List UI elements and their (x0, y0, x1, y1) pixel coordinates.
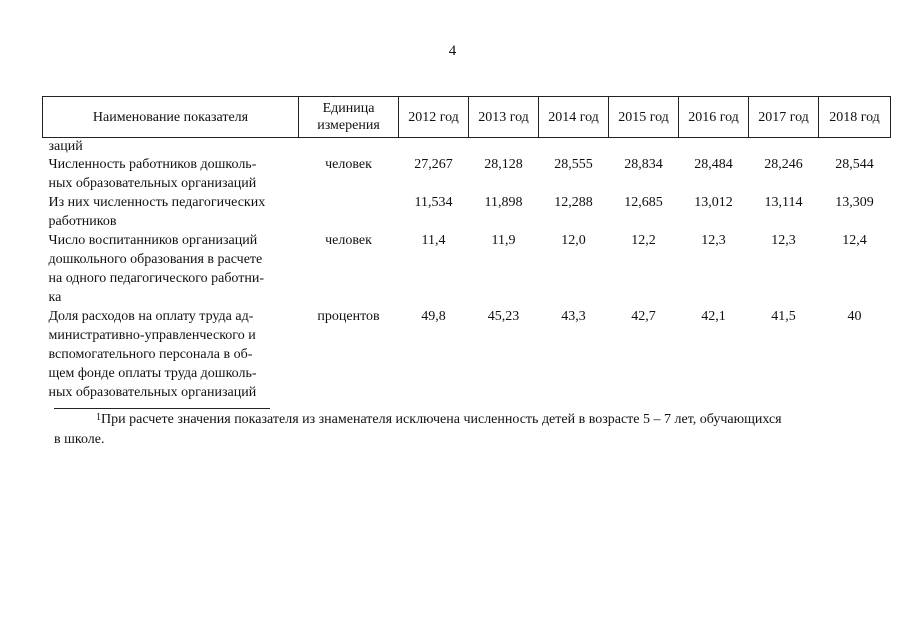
row-value: 42,1 (701, 309, 726, 324)
row-name-line: ка (48, 290, 62, 305)
footnote-line1 (54, 410, 874, 430)
row-value: 42,7 (631, 309, 656, 324)
row-value: 43,3 (561, 309, 586, 324)
row-value: 12,0 (561, 233, 586, 248)
row-value: 13,012 (694, 195, 733, 210)
row-name-line: Доля расходов на оплату труда ад- (48, 309, 254, 324)
table-row (43, 193, 891, 231)
row-value: 12,2 (631, 233, 656, 248)
row-value: 11,9 (491, 233, 516, 248)
row-value: 28,544 (835, 157, 874, 172)
table-row (43, 155, 891, 193)
row-name-line: Из них численность педагогических (48, 195, 266, 210)
row-name (43, 231, 299, 307)
header-year-2012: 2012 год (399, 97, 469, 138)
table-row (43, 231, 891, 307)
header-indicator-name: Наименование показателя (43, 97, 299, 138)
row-name-line: ных образовательных организаций (48, 385, 257, 400)
footnote-line2: в школе. (54, 432, 105, 447)
header-year-2018: 2018 год (819, 97, 891, 138)
row-name (43, 307, 299, 402)
row-unit: процентов (317, 309, 380, 324)
row-value: 12,3 (701, 233, 726, 248)
row-value: 11,534 (414, 195, 453, 210)
row-value: 12,3 (771, 233, 796, 248)
row-value: 11,898 (484, 195, 523, 210)
row-value: 12,288 (554, 195, 593, 210)
header-year-2016: 2016 год (679, 97, 749, 138)
row-name-line: ных образовательных организаций (48, 176, 257, 191)
row-value: 12,4 (842, 233, 867, 248)
page-number: 4 (448, 43, 457, 59)
row-name-line: дошкольного образования в расчете (48, 252, 263, 267)
row-value: 28,128 (484, 157, 523, 172)
row-value: 13,114 (764, 195, 803, 210)
row-value: 40 (847, 309, 862, 324)
row-unit: человек (325, 157, 372, 172)
header-year-2013: 2013 год (469, 97, 539, 138)
footnote-text: При расчете значения показателя из знаменателя исключена численность детей в возрасте 5 – 7 лет, обучающихся (101, 412, 782, 427)
row-value: 41,5 (771, 309, 796, 324)
row-unit (299, 193, 399, 231)
header-year-2015: 2015 год (609, 97, 679, 138)
footnote-divider (54, 408, 270, 409)
row-name-line: на одного педагогического работни- (48, 271, 265, 286)
footnote-marker: 1 (96, 412, 101, 423)
row-value: 28,834 (624, 157, 663, 172)
row-unit: человек (325, 233, 372, 248)
row-value: 28,555 (554, 157, 593, 172)
header-unit-line2: измерения (317, 118, 380, 133)
header-year-2014: 2014 год (539, 97, 609, 138)
row-value: 45,23 (487, 309, 520, 324)
table-row (43, 307, 891, 402)
row-value: 28,246 (764, 157, 803, 172)
row-name-line: Численность работников дошколь- (48, 157, 257, 172)
row-name-line: работников (48, 214, 117, 229)
header-year-2017: 2017 год (749, 97, 819, 138)
header-unit (299, 97, 399, 138)
row-value: 27,267 (414, 157, 453, 172)
continuation-text: заций (48, 139, 83, 154)
row-value: 11,4 (421, 233, 446, 248)
row-value: 28,484 (694, 157, 733, 172)
row-name-line: вспомогательного персонала в об- (48, 347, 253, 362)
row-name (43, 193, 299, 231)
table-row-continuation (43, 138, 891, 156)
table-header-row (43, 97, 891, 138)
row-value: 13,309 (835, 195, 874, 210)
footnote (54, 410, 874, 450)
row-value: 49,8 (421, 309, 446, 324)
row-name (43, 155, 299, 193)
row-name-line: министративно-управленческого и (48, 328, 256, 343)
row-name-line: Число воспитанников организаций (48, 233, 258, 248)
header-unit-line1: Единица (322, 101, 375, 116)
indicators-table (42, 96, 891, 402)
row-value: 12,685 (624, 195, 663, 210)
row-name-line: щем фонде оплаты труда дошколь- (48, 366, 257, 381)
